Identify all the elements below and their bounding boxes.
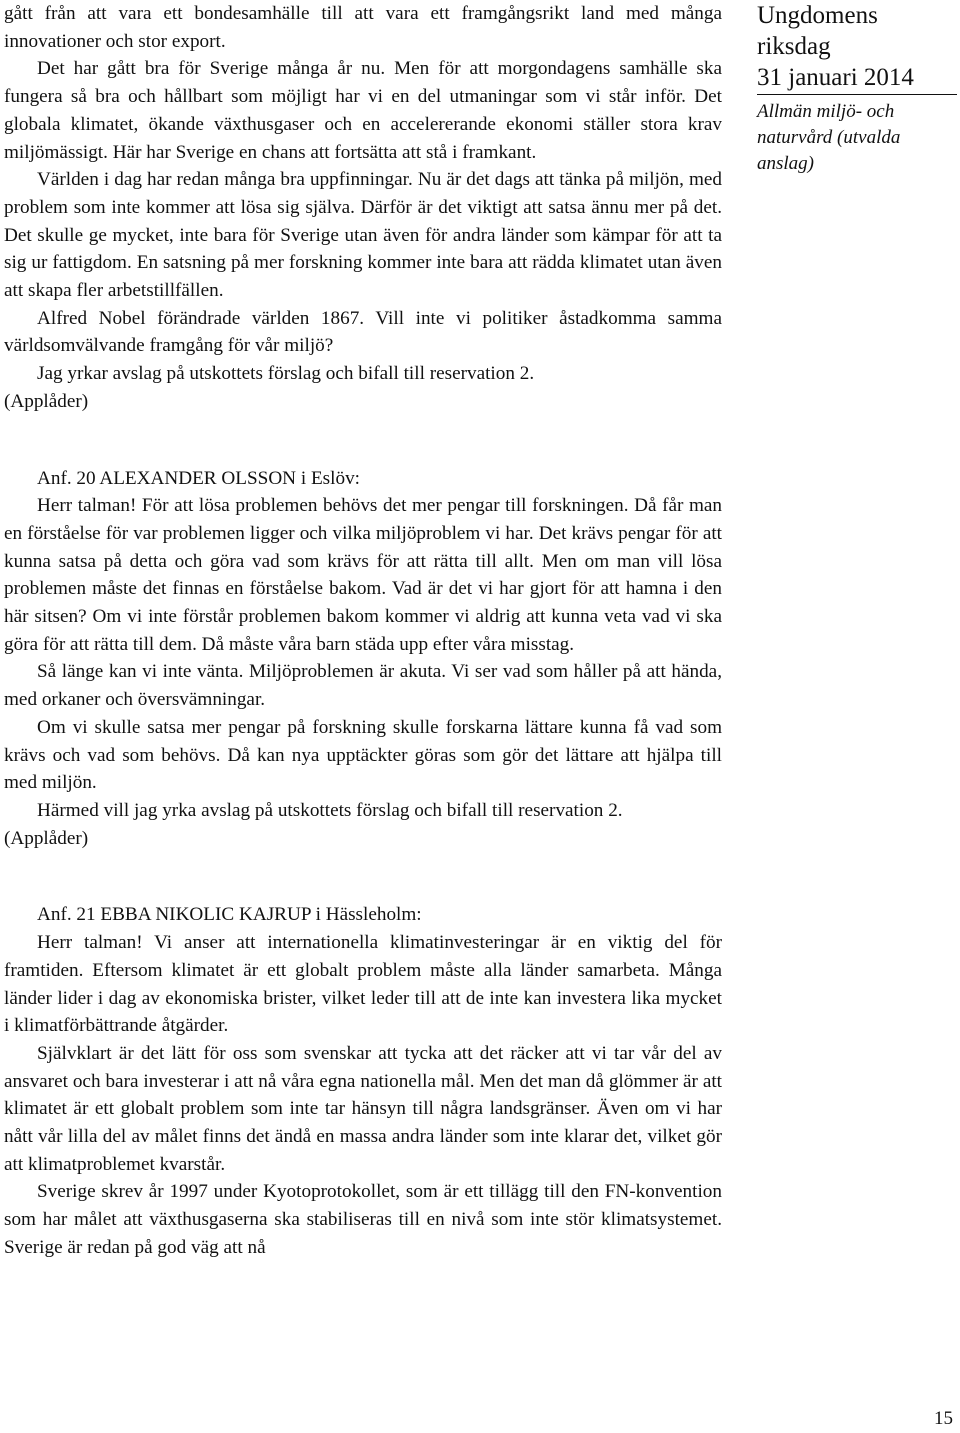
paragraph: Om vi skulle satsa mer pengar på forskning skulle forskarna lättare kunna få vad som krävs och vad som behövs. Då kan nya upptäckter göras som gör det lättare att hjälpa till med miljön. — [4, 716, 722, 794]
event-title: Ungdomens riksdag — [757, 2, 878, 60]
paragraph: Det har gått bra för Sverige många år nu. Men för att morgondagens samhälle ska fungera så bra och hållbart som möjligt har vi en del utmaningar som vi står inför. Det globala klimatet, ökande växthusgaser och en accelererande ekonomi ställer stora krav miljömässigt. Här har Sverige en chans att fortsätta att stå i framkant. — [4, 58, 722, 163]
event-date: 31 januari 2014 — [757, 62, 957, 95]
paragraph: Sverige skrev år 1997 under Kyotoprotokollet, som är ett tillägg till den FN-konvention som har målet att växthusgaserna ska stabiliseras till en nivå som inte stör klimatsystemet. Sverige är redan på god väg att nå — [4, 1181, 722, 1258]
main-column — [4, 0, 722, 1262]
intro-section — [4, 0, 722, 416]
speaker-header: Anf. 20 ALEXANDER OLSSON i Eslöv: — [37, 467, 360, 489]
paragraph: Så länge kan vi inte vänta. Miljöproblemen är akuta. Vi ser vad som håller på att hända, med orkaner och översvämningar. — [4, 661, 722, 711]
applause-note: (Applåder) — [4, 827, 89, 849]
paragraph: Jag yrkar avslag på utskottets förslag och bifall till reservation 2. — [37, 363, 535, 385]
speaker-header: Anf. 21 EBBA NIKOLIC KAJRUP i Hässleholm: — [37, 904, 422, 926]
speech-21 — [4, 901, 722, 1261]
margin-sidebar — [757, 0, 957, 177]
paragraph: Självklart är det lätt för oss som svenskar att tycka att det räcker att vi tar vår del av ansvaret och bara investerar i att nå våra egna nationella mål. Men det man då glömmer är att klimatet är ett globalt problem som inte tar hänsyn till några landsgränser. Även om vi har nått vår lilla del av målet finns det ändå en massa andra länder som inte klarar det, vilket gör att klimatproblemet kvarstår. — [4, 1042, 722, 1175]
paragraph: Världen i dag har redan många bra uppfinningar. Nu är det dags att tänka på miljön, med problem som inte kommer att lösa sig själva. Därför är det viktigt att satsa ännu mer på det. Det skulle ge mycket, inte bara för Sverige utan även för andra länder som kämpar för att ta sig ur fattigdom. En satsning på mer forskning kommer inte bara att rädda klimatet utan även att skapa fler arbetstillfällen. — [4, 169, 722, 302]
paragraph: Härmed vill jag yrka avslag på utskottets förslag och bifall till reservation 2. — [37, 799, 623, 821]
paragraph: Alfred Nobel förändrade världen 1867. Vill inte vi politiker åstadkomma samma världsomvälvande framgång för vår miljö? — [4, 307, 722, 357]
topic-category: Allmän miljö- och naturvård (utvalda anslag) — [757, 101, 901, 174]
paragraph: Herr talman! Vi anser att internationella klimatinvesteringar är en viktig del för framtiden. Eftersom klimatet är ett globalt problem måste alla länder samarbeta. Många länder lider i dag av ekonomiska brister, vilket leder till att de inte kan investera lika mycket i klimatförbättrande åtgärder. — [4, 932, 722, 1037]
applause-note: (Applåder) — [4, 390, 89, 412]
page-number: 15 — [934, 1408, 953, 1429]
paragraph: gått från att vara ett bondesamhälle till att vara ett framgångsrikt land med många innovationer och stor export. — [4, 3, 722, 52]
speech-20 — [4, 465, 722, 853]
paragraph: Herr talman! För att lösa problemen behövs det mer pengar till forskningen. Då får man en förståelse för var problemen ligger och vilka miljöproblem vi har. Det krävs pengar för att kunna satsa på detta och göra vad som krävs för att rätta till allt. Men om man vill lösa problemen måste det finnas en förståelse bakom. Vad är det vi har gjort för att hamna i den här sitsen? Om vi inte förstår problemen bakom kommer vi aldrig att kunna veta vad vi ska göra för att rätta till dem. Då måste våra barn städa upp efter våra misstag. — [4, 495, 722, 655]
